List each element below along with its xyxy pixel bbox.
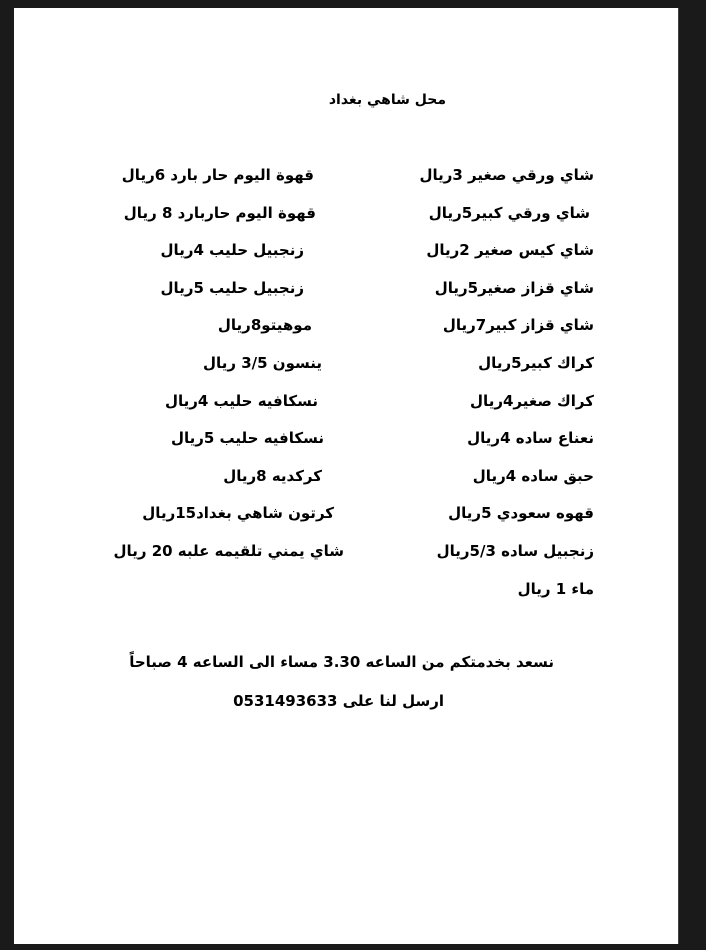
menu-item: حبق ساده 4ريال — [472, 467, 594, 485]
menu-item: شاي يمني تلقيمه علبه 20 ريال — [113, 542, 344, 560]
menu-item: ينسون 3/5 ريال — [203, 354, 322, 372]
menu-item: كرتون شاهي بغداد15ريال — [142, 504, 334, 522]
menu-item: شاي كيس صغير 2ريال — [426, 241, 594, 259]
menu-item: كراك كبير5ريال — [478, 354, 594, 372]
menu-item: شاي ورقي كبير5ريال — [428, 204, 590, 222]
menu-item: زنجبيل حليب 5ريال — [160, 279, 304, 297]
menu-item: موهيتو8ريال — [217, 316, 312, 334]
menu-item: شاي قزاز كبير7ريال — [442, 316, 594, 334]
shop-title: محل شاهي بغداد — [328, 92, 446, 108]
menu-item: ماء 1 ريال — [517, 580, 594, 598]
menu-item: قهوة اليوم حاربارد 8 ريال — [123, 204, 316, 222]
contact-phone: ارسل لنا على 0531493633 — [233, 692, 444, 710]
menu-item: نسكافيه حليب 4ريال — [164, 392, 318, 410]
menu-item: شاي قزاز صغير5ريال — [434, 279, 594, 297]
menu-item: كركديه 8ريال — [223, 467, 322, 485]
document-page — [14, 8, 679, 944]
menu-item: شاي ورقي صغير 3ريال — [419, 166, 594, 184]
menu-item: زنجبيل ساده 5/3ريال — [436, 542, 594, 560]
menu-item: قهوة اليوم حار بارد 6ريال — [121, 166, 314, 184]
menu-item: كراك صغير4ريال — [470, 392, 594, 410]
opening-hours: نسعد بخدمتكم من الساعه 3.30 مساء الى الساعه 4 صباحاً — [129, 653, 554, 671]
menu-item: نسكافيه حليب 5ريال — [170, 429, 324, 447]
menu-item: قهوه سعودي 5ريال — [448, 504, 594, 522]
menu-item: نعناع ساده 4ريال — [467, 429, 594, 447]
menu-item: زنجبيل حليب 4ريال — [160, 241, 304, 259]
